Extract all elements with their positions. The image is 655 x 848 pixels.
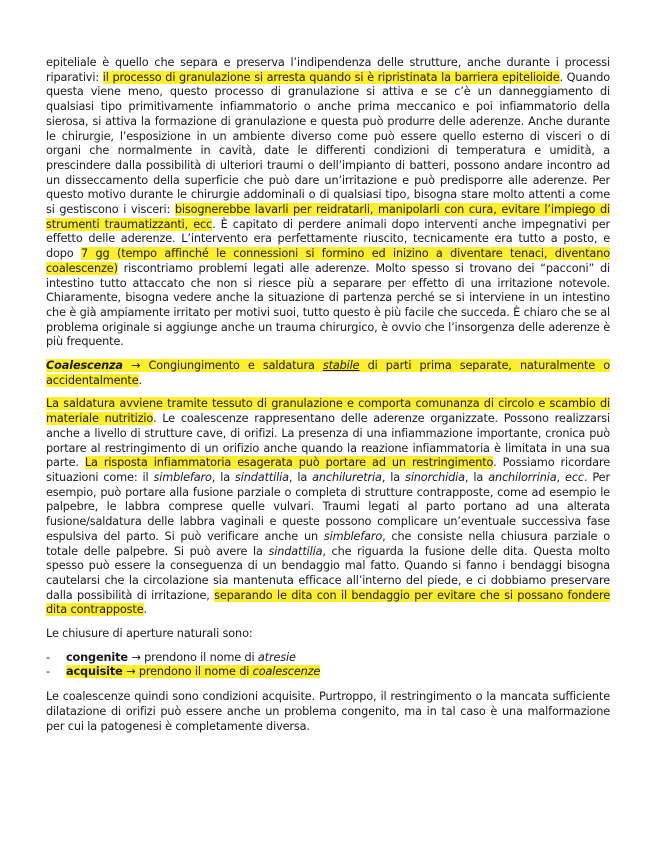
list-text: prendono il nome di: [144, 650, 258, 664]
list-item: [46, 651, 610, 666]
highlight: 7 gg (tempo affinché le connessioni si formino ed inizino a diventare tenaci, diventano coalescenze): [46, 247, 610, 275]
text-run: .: [143, 603, 147, 617]
text-run: . Le coalescenze rappresentano delle aderenze organizzate. Possono realizzarsi anche a livello di strutture cave, di orifizi. La presenza di una infiammazione importante, cronica può portare al restringimento di un orifizio anche quando la reazione infiammatoria è limitata in una sua parte.: [46, 412, 610, 470]
highlight: bisognerebbe lavarli per reidratarli, manipolarli con cura, evitare l’impiego di strumenti traumatizzanti, ecc: [46, 203, 610, 231]
italic-term: sindattilia: [235, 470, 289, 484]
arrow-glyph: →: [122, 665, 139, 679]
italic-term: sindattilia: [268, 544, 323, 558]
text-run: , la: [464, 470, 489, 484]
closures-list: [46, 651, 610, 680]
document-page: [46, 56, 610, 743]
text-run: , che consiste nella chiusura parziale o totale delle palpebre. Si può avere la: [46, 529, 610, 558]
italic-term: anchiluretria: [312, 470, 382, 484]
text-run: . È capitato di perdere animali dopo interventi anche impegnativi per effetto delle aderenze. L’intervento era perfettamente riuscito, tecnicamente era tutto a posto, e dopo: [46, 217, 611, 261]
list-italic: atresie: [257, 650, 296, 664]
text-run: riscontriamo problemi legati alle aderenze. Molto spesso si trovano dei “pacconi” di intestino tutto attaccato che non si riesce più a separare per effetto di una irritazione notevole. Chiaramente, bisogna vedere anche la situazione di partenza perché se si interviene in un intestino che è già ampiamente irritato per motivi suoi, tutto questo è più facile che succeda. È chiaro che se al problema originale si aggiunge anche un trauma chirurgico, è ovvio che l’insorgenza delle aderenze è più frequente.: [46, 261, 610, 349]
definition-term: Coalescenza: [46, 359, 123, 373]
emphasis-stable: stabile: [322, 359, 360, 373]
italic-term: anchilorrinia: [488, 470, 557, 484]
list-text: prendono il nome di: [138, 665, 253, 679]
text-run: , che riguarda la fusione delle dita. Questa molto spesso può essere la conseguenza di un bendaggio mal fatto. Quando si fanno i bendaggi bisogna cautelarsi che la circolazione sia mantenuta efficace all’interno del piede, e ci dobbiamo preservare dalla possibilità di irritazione,: [46, 544, 610, 602]
text-run: . Possiamo ricordare situazioni come: il: [46, 456, 611, 484]
text-run: .: [138, 373, 142, 387]
highlight: La risposta infiammatoria esagerata può portare ad un restringimento: [84, 456, 494, 470]
list-term: congenite: [66, 650, 128, 664]
text-run: , la: [381, 470, 406, 484]
text-run: ,: [556, 470, 566, 484]
highlight: il processo di granulazione si arresta quando si è ripristinata la barriera epitelioide: [102, 70, 560, 84]
text-run: epiteliale è quello che separa e preserva l’indipendenza delle strutture, anche durante i processi riparativi:: [46, 56, 610, 84]
list-item: [46, 665, 610, 680]
paragraph-closures-intro: Le chiusure di aperture naturali sono:: [46, 627, 253, 641]
bullet-dash: -: [46, 665, 50, 679]
text-run: di parti prima separate, naturalmente o accidentalmente: [46, 359, 611, 387]
text-run: . Quando questa viene meno, questo processo di granulazione si attiva e se c’è un danneggiamento di qualsiasi tipo primitivamente infiammatorio o anche prima meccanico e poi infiammatorio della sierosa, si attiva la formazione di granulazione e questa può produrre delle aderenze. Anche durante le chirurgie, l’esposizione in un ambiente diverso come può essere quello esterno di visceri o di organi che normalmente in cavità, date le differenti condizioni di temperatura e umidità, a prescindere dalla possibilità di ulteriori traumi o dell’impianto di batteri, possono andare incontro ad un disseccamento della superficie che può dare un’irritazione e può predisporre alle aderenze. Per questo motivo durante le chirurgie addominali o di qualsiasi tipo, bisogna stare molto attenti a come si gestiscono i visceri:: [46, 70, 610, 217]
list-term: acquisite: [66, 665, 123, 679]
highlight: La saldatura avviene tramite tessuto di granulazione e comporta comunanza di circolo e scambio di materiale nutritizio: [46, 397, 610, 426]
definition-coalescenza: [46, 359, 610, 388]
paragraph-coalescences: [46, 397, 610, 618]
italic-term: simblefaro: [323, 529, 383, 543]
bullet-dash: -: [46, 650, 50, 664]
text-run: . Per esempio, può portare alla fusione parziale o completa di strutture contrapposte, come ad esempio le palpebre, le labbra comprese quelle vulvari. Traumi legati al parto portano ad una alterata fusione/saldatura delle labbra vaginali e queste possono complicare un’eventuale successiva fase espulsiva del parto. Si può verificare anche un: [46, 470, 610, 543]
paragraph-conclusion: Le coalescenze quindi sono condizioni acquisite. Purtroppo, il restringimento o la mancata sufficiente dilatazione di orifizi può essere anche un problema congenito, ma in tal caso è una malformazione per cui la patogenesi è completamente diversa.: [46, 690, 610, 733]
italic-term: ecc: [565, 470, 584, 484]
text-run: , la: [211, 470, 236, 484]
italic-term: simblefaro: [153, 470, 212, 484]
arrow-glyph: →: [122, 359, 149, 373]
highlight: separando le dita con il bendaggio per evitare che si possano fondere dita contrapposte: [46, 588, 610, 617]
list-italic: coalescenze: [252, 665, 321, 679]
italic-term: sinorchidia: [405, 470, 465, 484]
text-run: , la: [288, 470, 313, 484]
paragraph-adhesions: [46, 56, 610, 350]
text-run: Congiungimento e saldatura: [148, 359, 323, 373]
arrow-glyph: →: [127, 650, 145, 664]
